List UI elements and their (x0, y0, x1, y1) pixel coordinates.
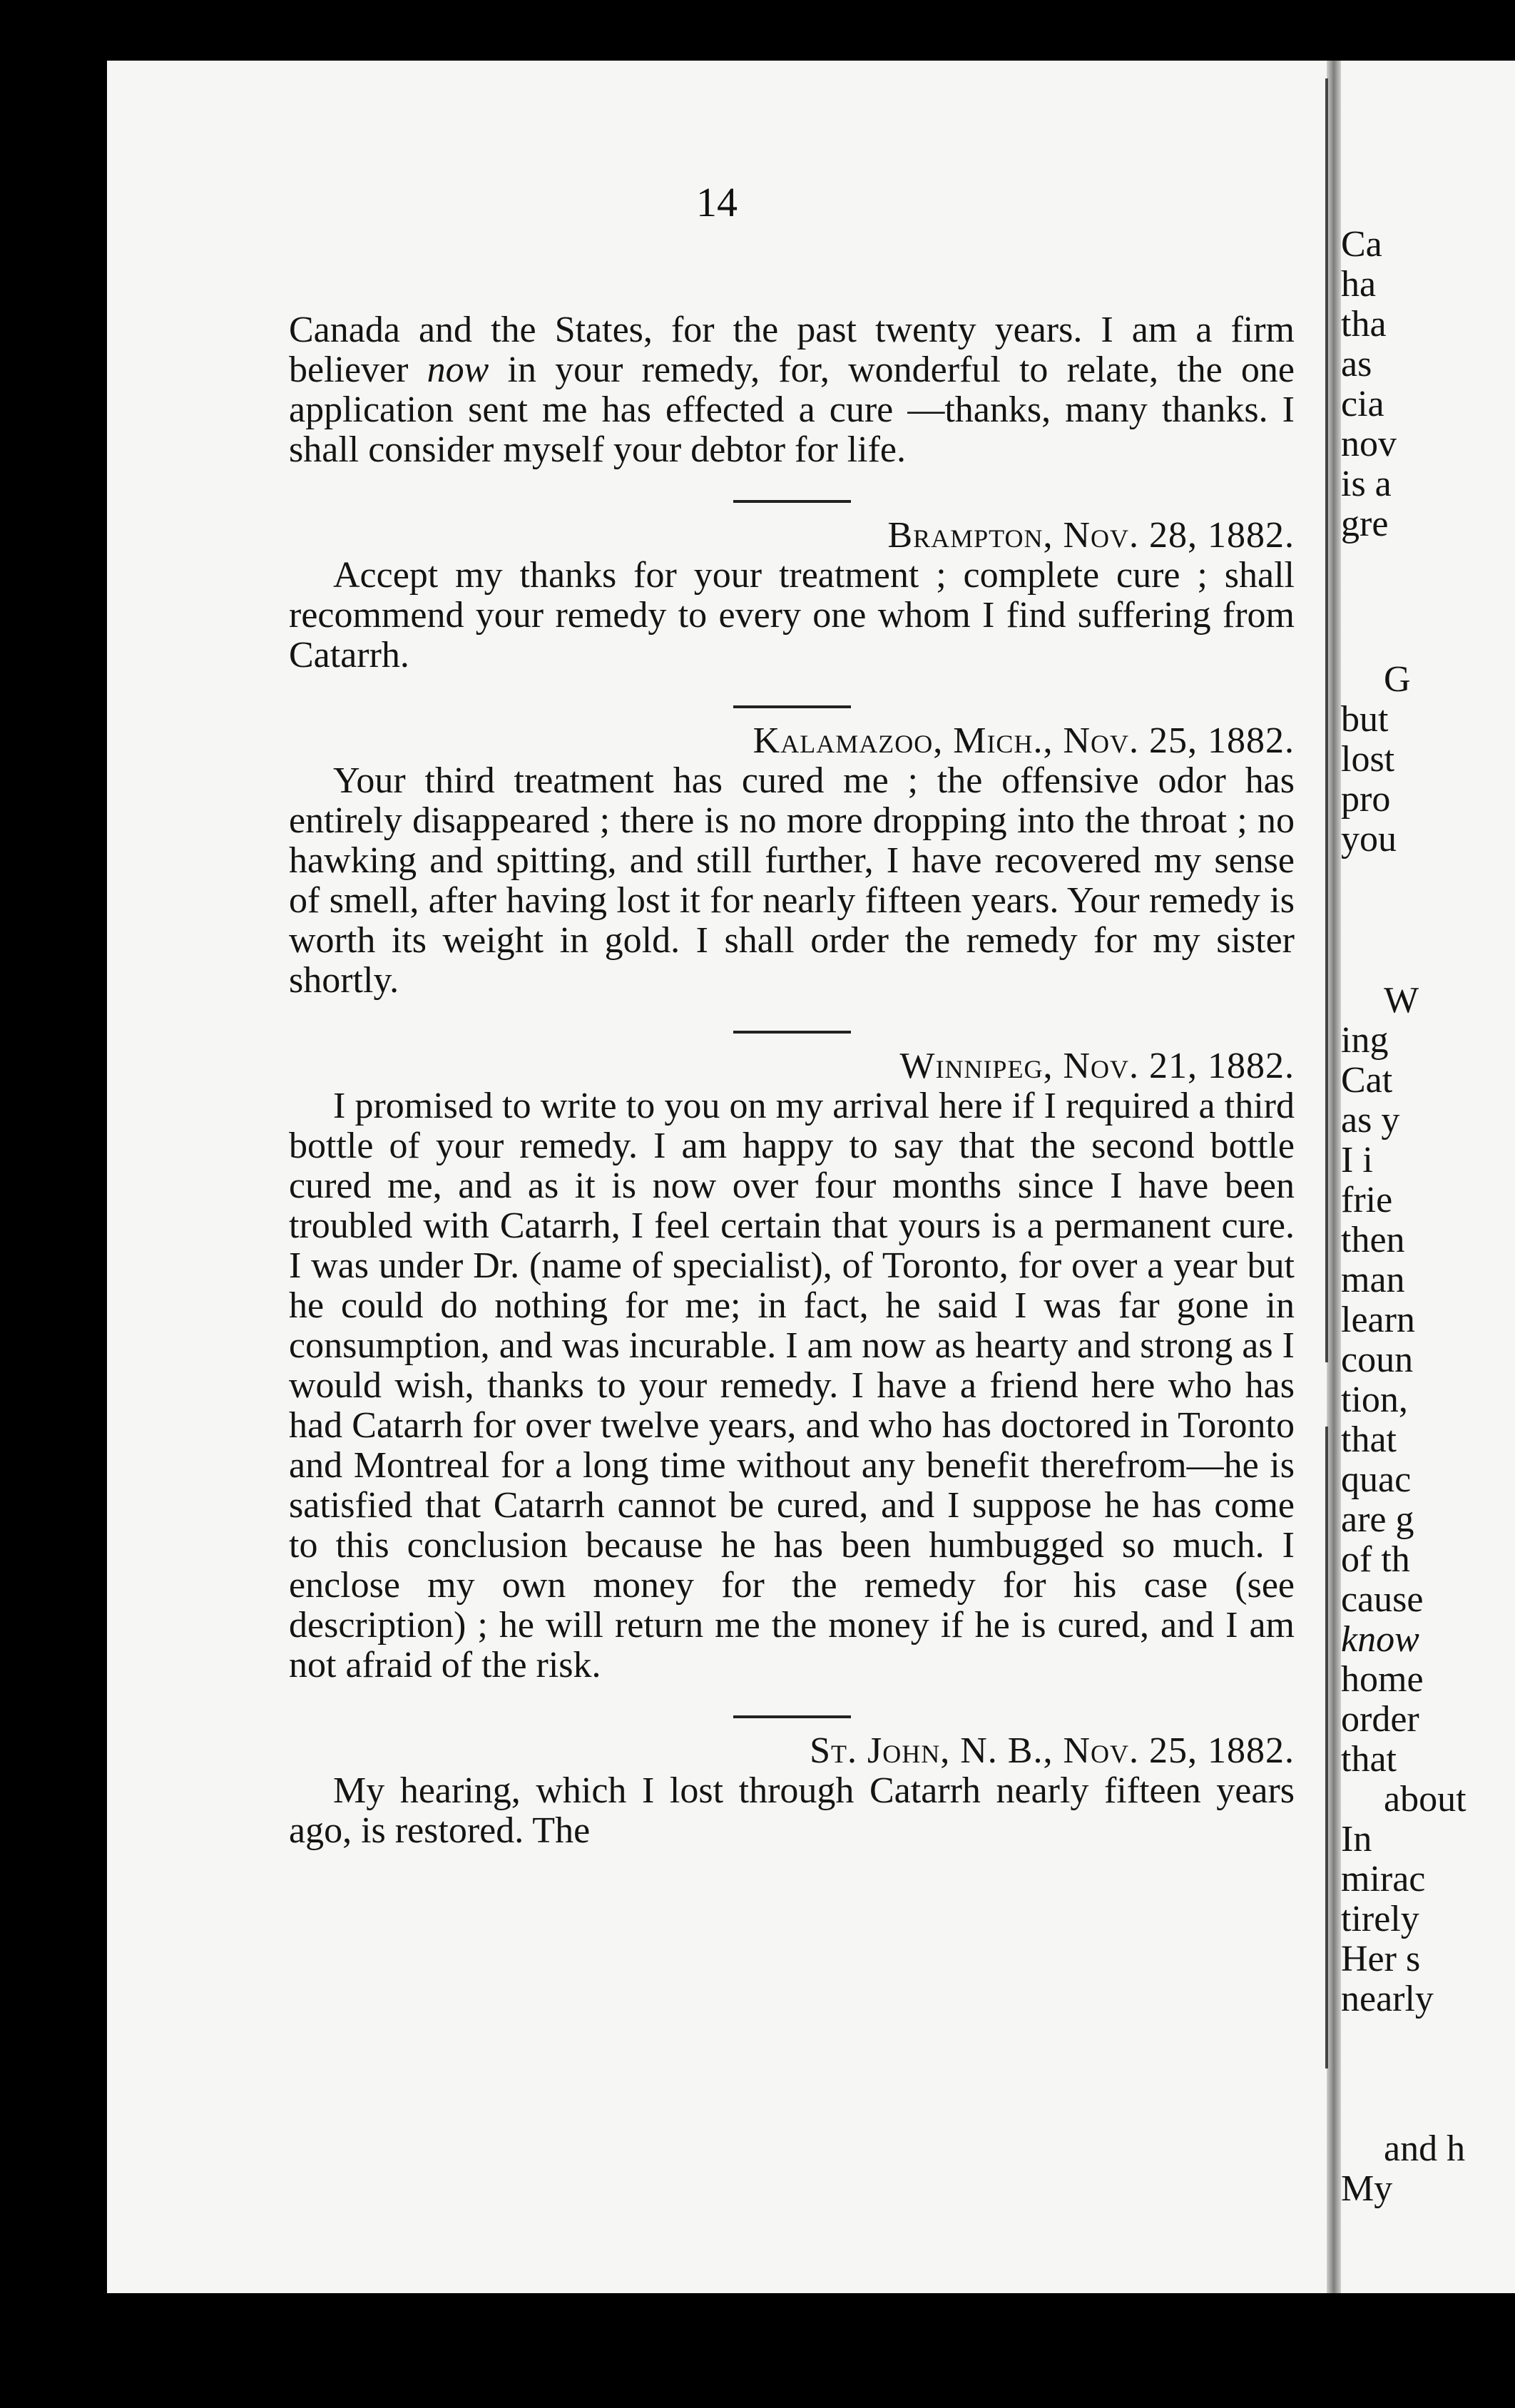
page-body (289, 310, 1295, 1851)
facing-line: coun (1341, 1340, 1414, 1380)
letter-dateline-st-john: St. John, N. B., Nov. 25, 1882. (810, 1730, 1295, 1771)
letter-dateline-kalamazoo: Kalamazoo, Mich., Nov. 25, 1882. (753, 720, 1295, 761)
facing-line: as (1341, 344, 1372, 384)
facing-line: is a (1341, 464, 1392, 504)
facing-line: then (1341, 1220, 1405, 1260)
section-divider (733, 1715, 851, 1718)
scan-edge-mark (1325, 78, 1328, 1362)
letter-body-kalamazoo: Your third treatment has cured me ; the offensive odor has entirely disappeared ; there is no more dropping into the throat ; no hawking and spitting, and still further, I have recovered my sense of smell, after having lost it for nearly fifteen years. Your remedy is worth its weight in gold. I shall order the remedy for my sister shortly. (289, 760, 1295, 1001)
facing-line: lost (1341, 739, 1395, 780)
facing-line: man (1341, 1260, 1405, 1300)
facing-line: cause (1341, 1579, 1424, 1620)
scan-edge-mark (1325, 1427, 1328, 2068)
facing-line: cia (1341, 384, 1384, 424)
facing-line: Ca (1341, 224, 1382, 265)
letter-dateline-winnipeg: Winnipeg, Nov. 21, 1882. (899, 1046, 1295, 1086)
section-divider (733, 500, 851, 503)
facing-line: mirac (1341, 1859, 1426, 1899)
facing-line: ha (1341, 264, 1377, 305)
facing-line: W (1384, 980, 1419, 1021)
facing-line: but (1341, 699, 1389, 740)
facing-line: G (1384, 659, 1411, 700)
section-divider (733, 1031, 851, 1034)
facing-line: tion, (1341, 1379, 1408, 1420)
book-gutter (1327, 61, 1341, 2293)
opening-text-end: in your remedy, for, wonderful to relate, the one application sent me has effected a cure —thanks, many thanks. I shall consider myself your debtor for life. (289, 350, 1295, 470)
facing-line: of th (1341, 1539, 1410, 1580)
facing-line: In (1341, 1819, 1372, 1859)
facing-line: that (1341, 1739, 1397, 1780)
section-divider (733, 705, 851, 708)
facing-line: Cat (1341, 1060, 1393, 1101)
facing-line: tha (1341, 304, 1387, 345)
letter-body-winnipeg: I promised to write to you on my arrival here if I required a third bottle of your remedy. I am happy to say that the second bottle cured me, and as it is now over four months since I have been troubled with Catarrh, I feel certain that yours is a permanent cure. I was under Dr. (name of specialist), of Toronto, for over a year but he could do nothing for me; in fact, he said I was far gone in consumption, and was incurable. I am now as hearty and strong as I would wish, thanks to your remedy. I have a friend here who has had Catarrh for over twelve years, and who has doctored in Toronto and Montreal for a long time without any benefit therefrom—he is satisfied that Catarrh cannot be cured, and I suppose he has come to this conclusion because he has been humbugged so much. I enclose my own money for the remedy for his case (see description) ; he will return me the money if he is cured, and I am not afraid of the risk. (289, 1086, 1295, 1685)
facing-line: pro (1341, 779, 1391, 820)
facing-line: quac (1341, 1459, 1412, 1500)
letter-dateline-brampton: Brampton, Nov. 28, 1882. (887, 515, 1295, 556)
facing-line: frie (1341, 1180, 1393, 1220)
facing-line: and h (1384, 2128, 1466, 2169)
letter-body-st-john: My hearing, which I lost through Catarrh nearly fifteen years ago, is restored. The (289, 1770, 1295, 1851)
page-number: 14 (696, 179, 738, 225)
facing-line: ing (1341, 1020, 1389, 1061)
facing-line: you (1341, 819, 1397, 859)
facing-page (1341, 61, 1515, 2293)
facing-line: nearly (1341, 1979, 1434, 2019)
facing-line: nov (1341, 424, 1397, 464)
letter-body-brampton: Accept my thanks for your treatment ; complete cure ; shall recommend your remedy to every one whom I find suffering from Catarrh. (289, 555, 1295, 675)
facing-line: about (1384, 1779, 1466, 1820)
facing-line: I i (1341, 1140, 1373, 1180)
facing-line: order (1341, 1699, 1419, 1740)
facing-line: tirely (1341, 1899, 1419, 1939)
facing-line: My (1341, 2168, 1393, 2209)
left-page (107, 61, 1327, 2293)
facing-line: know (1341, 1619, 1419, 1660)
facing-line: as y (1341, 1100, 1400, 1141)
facing-line: are g (1341, 1499, 1414, 1540)
facing-line: that (1341, 1419, 1397, 1460)
opening-paragraph (289, 310, 1295, 470)
facing-line: Her s (1341, 1939, 1421, 1979)
facing-line: home (1341, 1659, 1424, 1700)
facing-line: learn (1341, 1300, 1415, 1340)
opening-text-emphasis: now (427, 350, 489, 390)
opening-text-start: Canada and the States, for the past twenty years. I am a firm believer (289, 310, 1295, 390)
facing-line: gre (1341, 504, 1389, 544)
